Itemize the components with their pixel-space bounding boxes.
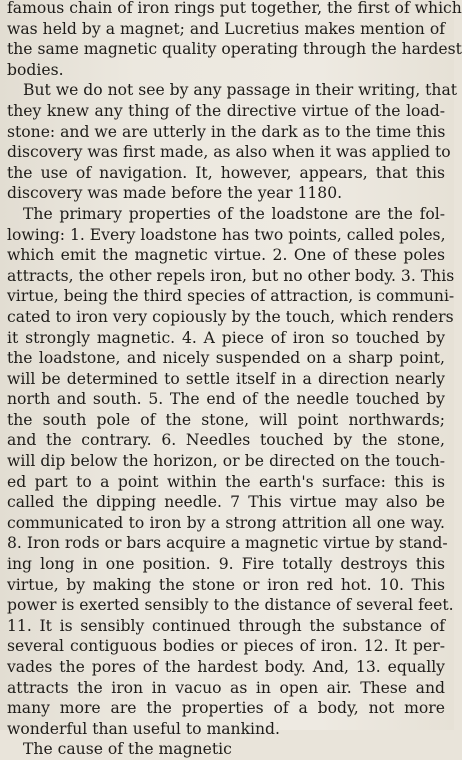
text-line-36: wonderful than useful to mankind.: [7, 719, 280, 738]
text-line-19: will be determined to settle itself in a direction nearly: [7, 369, 445, 388]
text-line-18: the loadstone, and nicely suspended on a sharp point,: [7, 349, 445, 368]
text-line-16: cated to iron very copiously by the touch, which renders: [7, 307, 454, 326]
text-line-15: virtue, being the third species of attraction, is communi-: [7, 287, 455, 306]
text-line-35: many more are the properties of a body, not more: [7, 699, 445, 718]
text-line-24: ed part to a point within the earth's surface: this is: [7, 472, 445, 491]
text-line-37-partial: The cause of the magnetic: [23, 740, 232, 759]
text-line-34: attracts the iron in vacuo as in open air. These and: [7, 678, 445, 697]
text-line-31: 11. It is sensibly continued through the substance of: [7, 616, 445, 635]
text-line-6: they knew any thing of the directive virtue of the load-: [7, 101, 445, 120]
text-line-26: communicated to iron by a strong attrition all one way.: [7, 513, 445, 532]
text-line-30: power is exerted sensibly to the distance of several feet.: [7, 596, 454, 615]
text-line-8: discovery was first made, as also when it was applied to: [7, 143, 451, 162]
text-line-4: bodies.: [7, 60, 64, 79]
text-line-2: was held by a magnet; and Lucretius makes mention of: [7, 19, 445, 38]
text-line-12: lowing: 1. Every loadstone has two points, called poles,: [7, 225, 446, 244]
text-line-33: vades the pores of the hardest body. And, 13. equally: [7, 658, 445, 676]
text-line-11: The primary properties of the loadstone are the fol-: [23, 204, 445, 223]
page-text: [7, 0, 462, 759]
text-line-21: the south pole of the stone, will point northwards;: [7, 410, 445, 429]
text-line-1: famous chain of iron rings put together, the first of which: [7, 0, 462, 17]
text-line-14: attracts, the other repels iron, but no other body. 3. This: [7, 266, 455, 285]
text-line-25: called the dipping needle. 7 This virtue may also be: [7, 493, 445, 512]
text-line-28: ing long in one position. 9. Fire totally destroys this: [7, 555, 445, 574]
text-line-7: stone: and we are utterly in the dark as to the time this: [7, 122, 446, 141]
text-line-10: discovery was made before the year 1180.: [7, 184, 343, 203]
text-line-3: the same magnetic quality operating through the hardest: [7, 40, 462, 59]
text-line-27: 8. Iron rods or bars acquire a magnetic virtue by stand-: [7, 534, 448, 553]
text-line-29: virtue, by making the stone or iron red hot. 10. This: [7, 575, 445, 594]
text-line-13: which emit the magnetic virtue. 2. One of these poles: [7, 246, 445, 265]
text-line-9: the use of navigation. It, however, appears, that this: [7, 163, 445, 182]
text-line-32: several contiguous bodies or pieces of iron. 12. It per-: [7, 637, 445, 656]
text-line-17: it strongly magnetic. 4. A piece of iron so touched by: [7, 328, 445, 347]
text-line-5: But we do not see by any passage in their writing, that: [23, 81, 458, 100]
text-line-22: and the contrary. 6. Needles touched by the stone,: [7, 431, 445, 450]
text-line-20: north and south. 5. The end of the needle touched by: [7, 390, 445, 409]
text-line-23: will dip below the horizon, or be directed on the touch-: [7, 452, 445, 471]
